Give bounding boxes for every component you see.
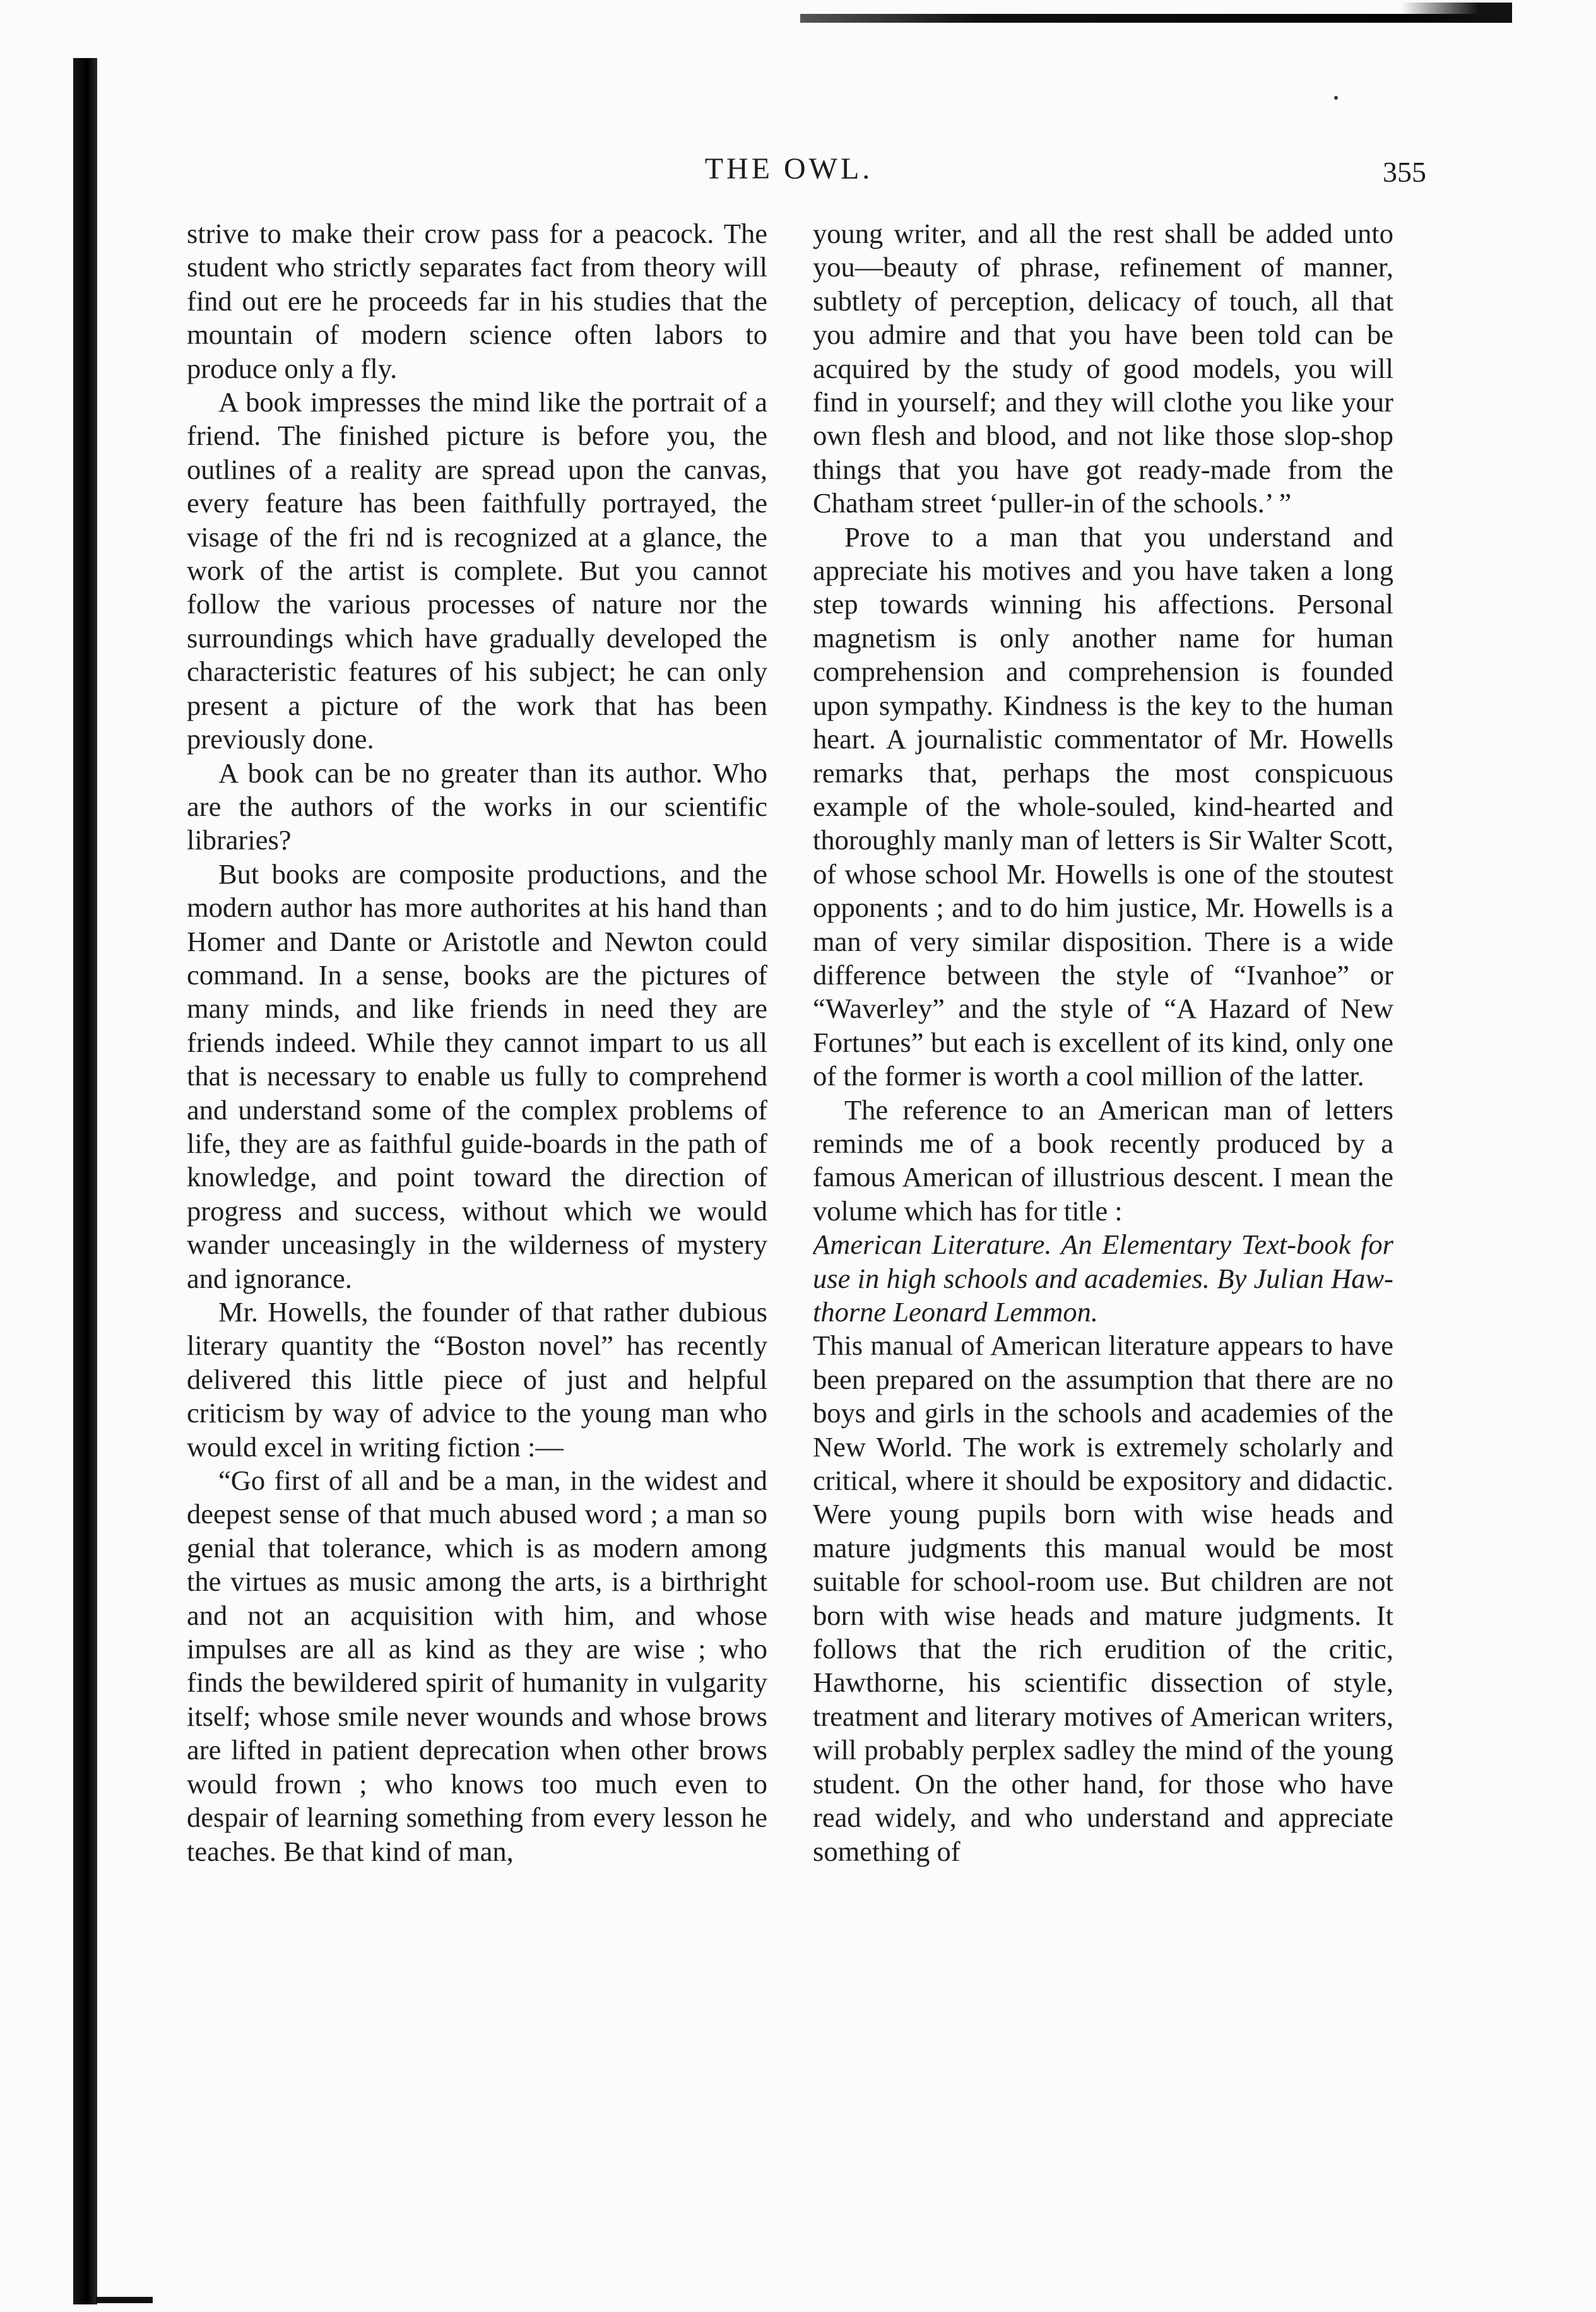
paragraph-howells-quote: “Go first of all and be a man, in the widest and deepest sense of that much abused word ; a man so genial that tolerance, which is as modern among the virtues as music among the arts, is a birthright and not an acquisition with him, and whose impulses are all as kind as they are wise ; who finds the bewildered spirit of humanity in vulgarity itself; whose smile never wounds and whose brows are lifted in patient deprecation when other brows would frown ; who knows too much even to despair of learning something from every lesson he teaches. Be that kind of man, [187,1465,767,1867]
right-column [813,217,1393,2268]
paragraph-manual-critique: This manual of American literature appears to have been prepared on the assumption that there are no boys and girls in the schools and academies of the New World. The work is extremely scholarly and critical, where it should be expository and didactic. Were young pupils born with wise heads and mature judgments this manual would be most suitable for school-room use. But children are not born with wise heads and mature judgments. It follows that the rich erudition of the critic, Hawthorne, his scientific dissection of style, treatment and literary motives of American writers, will probably perplex sadley the mind of the young student. On the other hand, for those who have read widely, and who understand and appreciate something of [813,1330,1393,1867]
paragraph-portrait-friend: A book impresses the mind like the portrait of a friend. The finished picture is before you, the outlines of a reality are spread upon the canvas, every feature has been faithfully portrayed, the visage of the fri nd is recognized at a glance, the work of the artist is complete. But you cannot follow the various processes of nature nor the surroundings which have gradually developed the characteristic features of his subject; he can only present a picture of the work that has been previously done. [187,386,767,755]
paragraph-composite-productions: But books are composite productions, and the modern author has more authorites at his hand than Homer and Dante or Aristotle and Newton could command. In a sense, books are the pictures of many minds, and like friends in need they are friends indeed. While they cannot impart to us all that is necessary to enable us fully to comprehend and understand some of the complex problems of life, they are as faithful guide-boards in the path of knowledge, and point toward the direction of progress and success, without which we would wander unceasingly in the wilderness of mystery and ignorance. [187,858,767,1294]
binding-spine-shadow [73,58,97,2304]
paragraph-crow-peacock: strive to make their crow pass for a peacock. The student who strictly separates fact from theory will find out ere he proceeds far in his studies that the mountain of modern science often labors to produce only a fly. [187,218,767,384]
top-edge-smudge [1401,3,1512,21]
page-number: 355 [1383,156,1426,188]
print-speck [1334,96,1338,100]
binding-spine-foot [96,2297,153,2303]
running-title: THE OWL. [704,152,873,186]
paragraph-howells-advice: Mr. Howells, the founder of that rather dubious literary quantity the “Boston novel” has recently delivered this little piece of just and helpful criticism by way of advice to the young man who would excel in writing fiction :— [187,1296,767,1463]
paragraph-book-author: A book can be no greater than its author. Who are the authors of the works in our scientific libraries? [187,757,767,856]
book-title: American Literature. An Elementary Text-book for use in high schools and academies. By Julian Hawthorne Leonard Lemmon. [813,1229,1393,1328]
left-column [187,217,767,2268]
paragraph-american-book-intro: The reference to an American man of letters reminds me of a book recently produced by a famous American of illustrious descent. I mean the volume which has for title : [813,1094,1393,1227]
paragraph-motives-kindness: Prove to a man that you understand and appreciate his motives and you have taken a long step towards winning his affections. Personal magnetism is only another name for human comprehension and comprehension is founded upon sympathy. Kindness is the key to the human heart. A journalistic commentator of Mr. Howells remarks that, perhaps the most conspicuous example of the whole-souled, kind-hearted and thoroughly manly man of letters is Sir Walter Scott, of whose school Mr. Howells is one of the stoutest opponents ; and to do him justice, Mr. Howells is a man of very similar disposition. There is a wide difference between the style of “Ivanhoe” or “Waverley” and the style of “A Hazard of New Fortunes” but each is excellent of its kind, only one of the former is worth a cool million of the latter. [813,521,1393,1092]
paragraph-quote-continued: young writer, and all the rest shall be added unto you—beauty of phrase, refinement of manner, subtlety of perception, delicacy of touch, all that you admire and that you have been told can be acquired by the study of good models, you will find in yourself; and they will clothe you like your own flesh and blood, and not like those slop-shop things that you have got ready-made from the Chatham street ‘puller-in of the schools.’ ” [813,218,1393,519]
